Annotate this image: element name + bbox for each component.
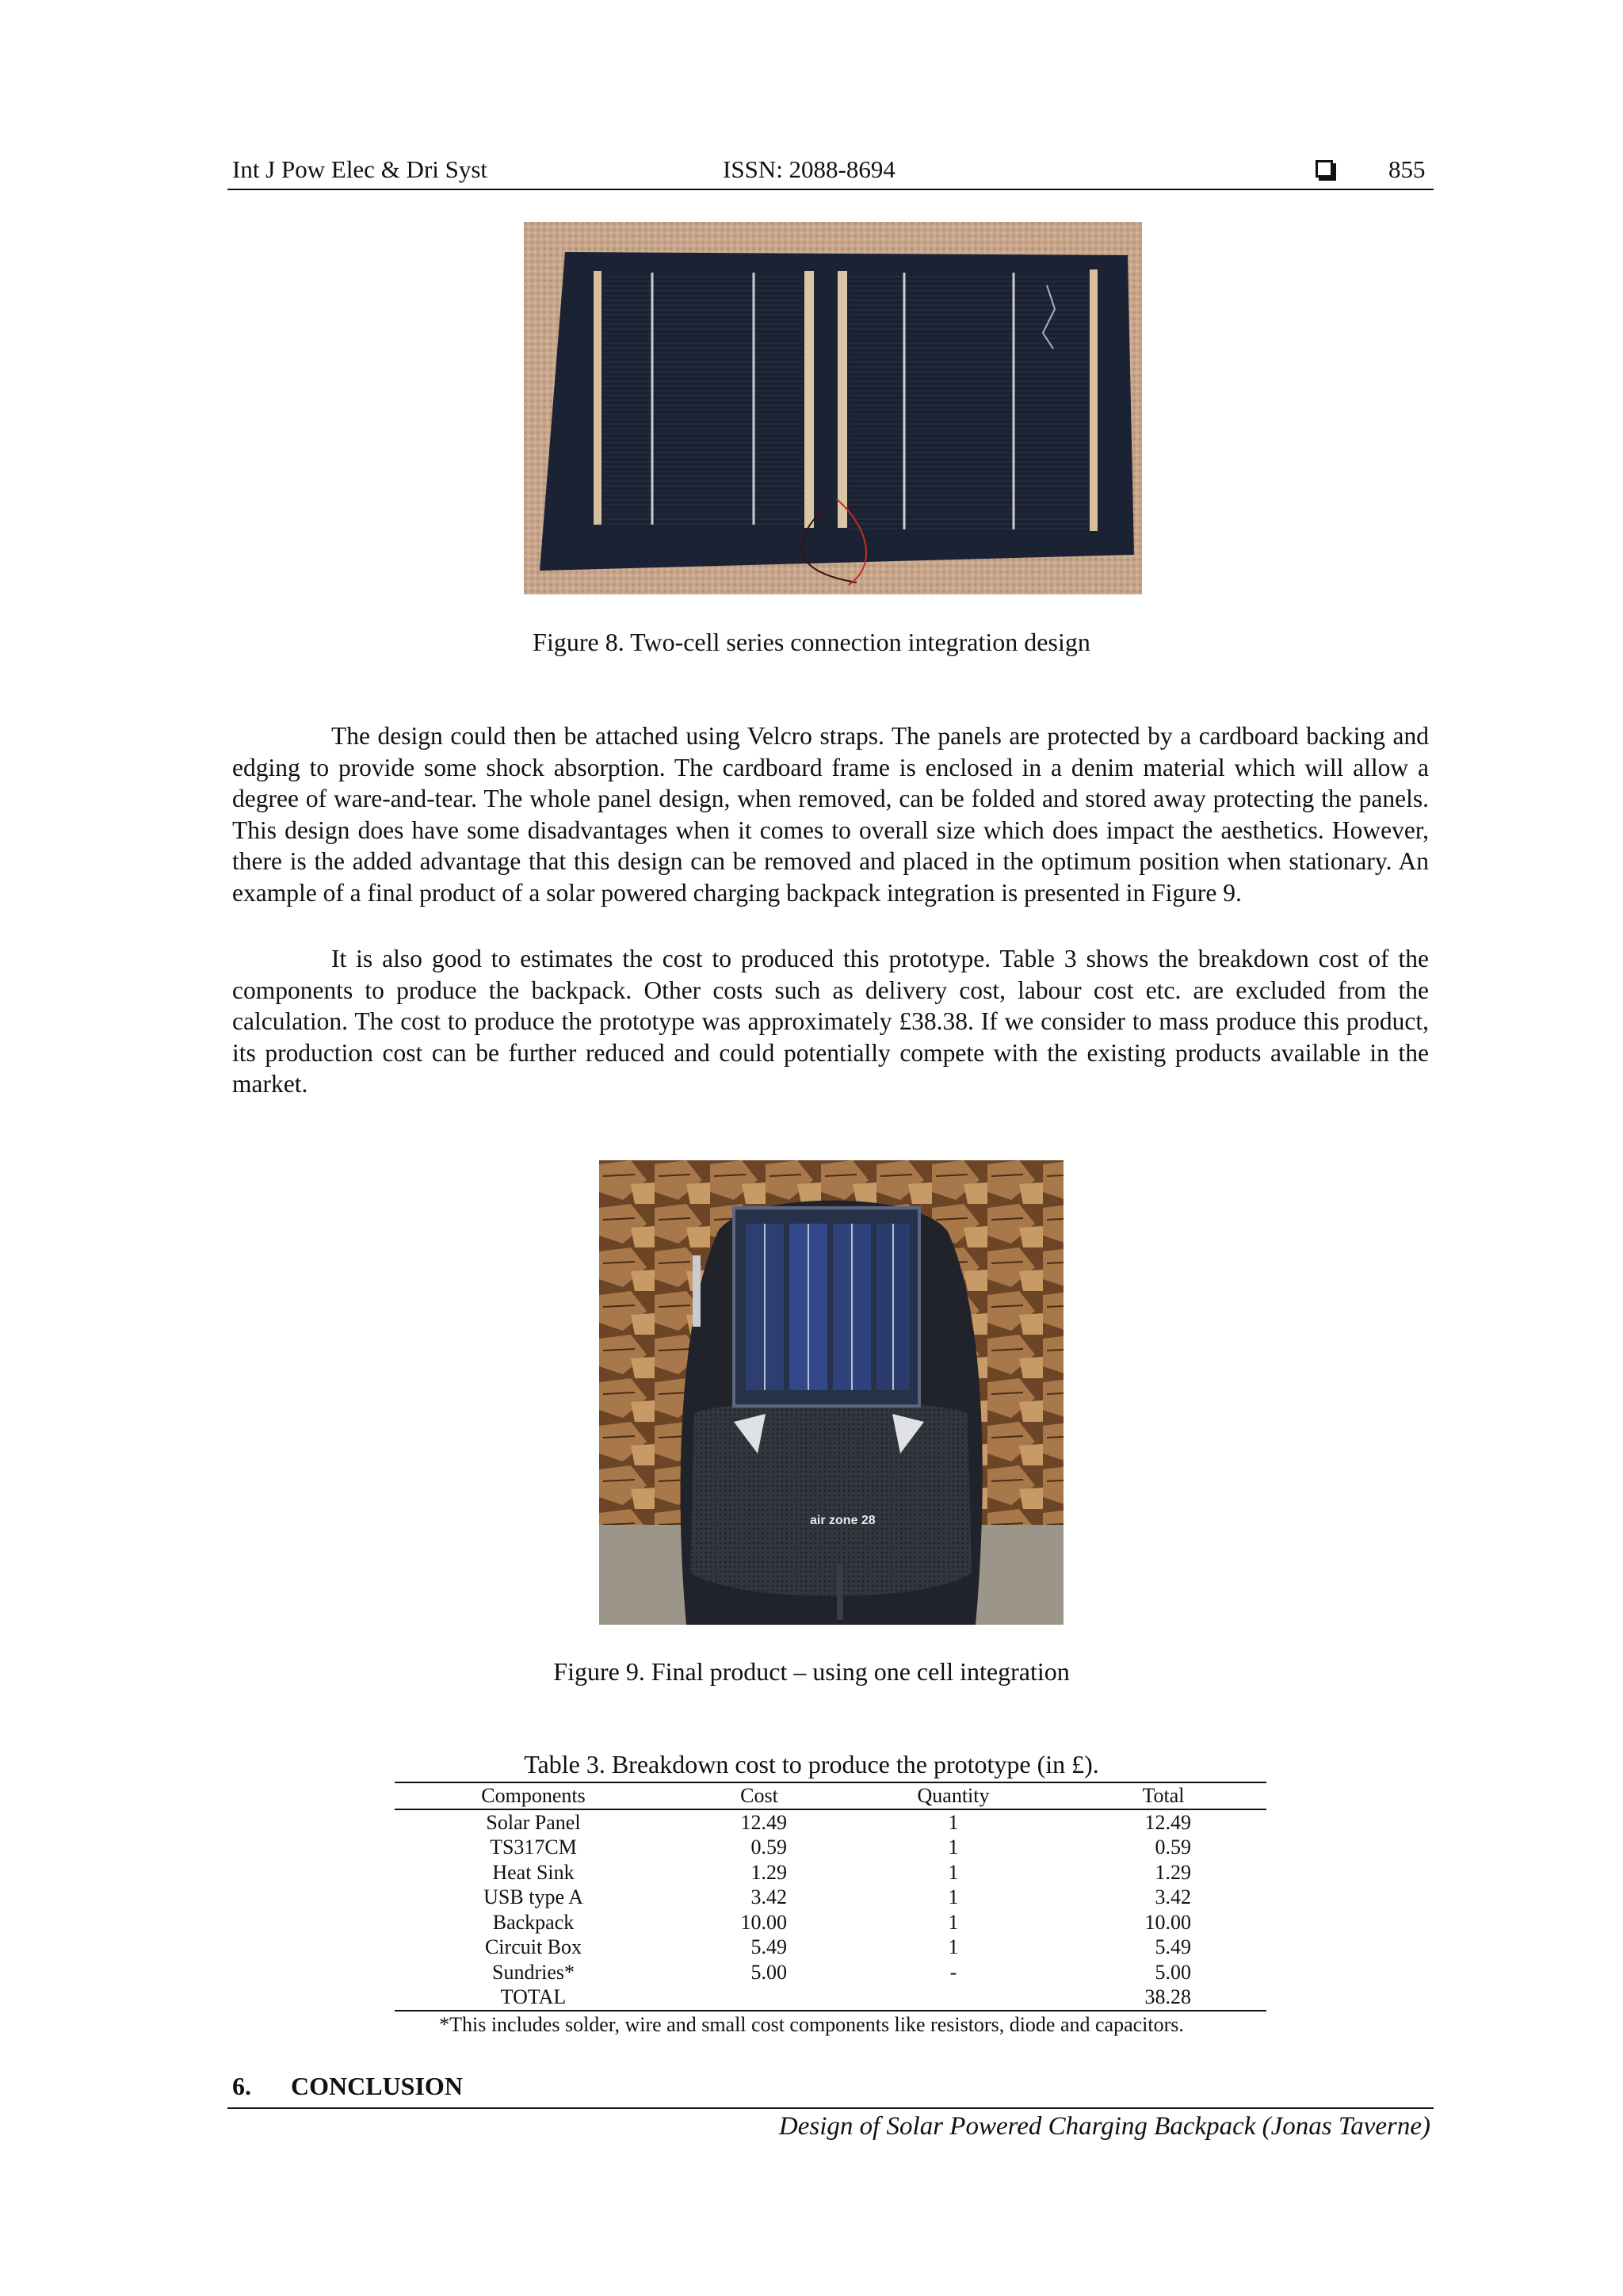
cell-cost-wrap [672, 1910, 846, 1935]
cell-cost: 5.00 [750, 1960, 787, 1984]
table-row [395, 1836, 1266, 1861]
figure-9-photo [599, 1160, 1064, 1625]
cell-cost-wrap [672, 1960, 846, 1985]
table-3-caption: Table 3. Breakdown cost to produce the prototype (in £). [524, 1750, 1099, 1778]
cell-quantity: 1 [948, 1810, 959, 1834]
table-header-row [395, 1782, 1266, 1809]
cell-component: Circuit Box [484, 1935, 582, 1959]
page-number: 855 [1388, 155, 1426, 183]
table-3-footnote: *This includes solder, wire and small cost components like resistors, diode and capacitors. [439, 2013, 1184, 2036]
cell-quantity: 1 [948, 1836, 959, 1859]
cell-total: 12.49 [1144, 1810, 1191, 1834]
cell-total: 5.00 [1155, 1960, 1191, 1984]
backpack-logo: air zone 28 [810, 1514, 876, 1527]
cell-component: Backpack [492, 1910, 575, 1934]
cell-cost-wrap [672, 1885, 846, 1911]
cell-total-wrap [1060, 1860, 1266, 1885]
running-footer-title: Design of Solar Powered Charging Backpack (Jonas Taverne) [778, 2112, 1430, 2141]
cell-total: 10.00 [1144, 1910, 1191, 1934]
table-row [395, 1860, 1266, 1885]
table-row [395, 1809, 1266, 1836]
cell-component: Heat Sink [492, 1860, 575, 1884]
table-row-total [395, 1985, 1266, 2011]
cell-total-wrap [1060, 1985, 1266, 2011]
cell-component: Sundries* [492, 1960, 575, 1984]
cell-cost: 0.59 [750, 1836, 787, 1859]
col-header-components: Components [395, 1782, 672, 1809]
cell-total-wrap [1060, 1885, 1266, 1911]
cell-total: 1.29 [1155, 1860, 1191, 1884]
cell-cost-wrap [672, 1836, 846, 1861]
cell-cost: 3.42 [750, 1885, 787, 1909]
cell-total: 38.28 [1144, 1985, 1191, 2009]
paragraph-2: It is also good to estimates the cost to produced this prototype. Table 3 shows the breakdown cost of the components to produce the backpack. Other costs such as delivery cost, labour cost etc. are excluded from the calculation. The cost to produce the prototype was approximately £38.38. If we consider to mass produce this product, its production cost can be further reduced and could potentially compete with the existing products available in the market. [232, 945, 1429, 1098]
cell-quantity: 1 [948, 1935, 959, 1959]
figure-8-caption: Figure 8. Two-cell series connection integration design [533, 628, 1090, 656]
header-rule [227, 189, 1434, 190]
section-title: CONCLUSION [291, 2072, 463, 2100]
cell-quantity: - [949, 1960, 957, 1984]
cell-cost: 10.00 [740, 1910, 787, 1934]
cell-cost-wrap [672, 1935, 846, 1961]
cell-quantity: 1 [948, 1910, 959, 1934]
cell-component: TOTAL [395, 1985, 672, 2011]
cell-total-wrap [1060, 1960, 1266, 1985]
figure-8-photo [524, 222, 1142, 594]
cell-total: 5.49 [1155, 1935, 1191, 1959]
table-row [395, 1885, 1266, 1911]
footer-rule [227, 2107, 1434, 2109]
table-3 [395, 1782, 1266, 2011]
table-row [395, 1910, 1266, 1935]
cell-cost-wrap [672, 1860, 846, 1885]
cell-cost-wrap [672, 1809, 846, 1836]
paragraph-1: The design could then be attached using Velcro straps. The panels are protected by a cardboard backing and edging to provide some shock absorption. The cardboard frame is enclosed in a denim material which will allow a degree of ware-and-tear. The whole panel design, when removed, can be folded and stored away protecting the panels. This design does have some disadvantages when it comes to overall size which does impact the aesthetics. However, there is the added advantage that this design can be removed and placed in the optimum position when stationary. An example of a final product of a solar powered charging backpack integration is presented in Figure 9. [232, 722, 1429, 907]
cell-quantity: 1 [948, 1860, 959, 1884]
cell-component: USB type A [483, 1885, 583, 1909]
figure-9-caption: Figure 9. Final product – using one cell integration [553, 1657, 1070, 1686]
journal-name: Int J Pow Elec & Dri Syst [232, 155, 488, 183]
cell-total: 3.42 [1155, 1885, 1191, 1909]
cell-component: Solar Panel [486, 1810, 581, 1834]
table-row [395, 1960, 1266, 1985]
col-header-cost: Cost [672, 1782, 846, 1809]
col-header-quantity: Quantity [846, 1782, 1060, 1809]
cell-total-wrap [1060, 1809, 1266, 1836]
cell-cost-wrap [672, 1985, 846, 2011]
issn: ISSN: 2088-8694 [723, 155, 896, 183]
checkbox-glyph-icon [1316, 160, 1333, 178]
section-number: 6. [232, 2072, 251, 2100]
cell-component: TS317CM [490, 1836, 577, 1859]
cell-total-wrap [1060, 1836, 1266, 1861]
cell-cost: 1.29 [750, 1860, 787, 1884]
col-header-total: Total [1060, 1782, 1266, 1809]
cell-quantity [846, 1985, 1060, 2011]
cell-total-wrap [1060, 1910, 1266, 1935]
cell-cost: 12.49 [740, 1810, 787, 1834]
cell-total-wrap [1060, 1935, 1266, 1961]
cell-quantity: 1 [948, 1885, 959, 1909]
cell-cost: 5.49 [750, 1935, 787, 1959]
table-row [395, 1935, 1266, 1961]
cell-total: 0.59 [1155, 1836, 1191, 1859]
